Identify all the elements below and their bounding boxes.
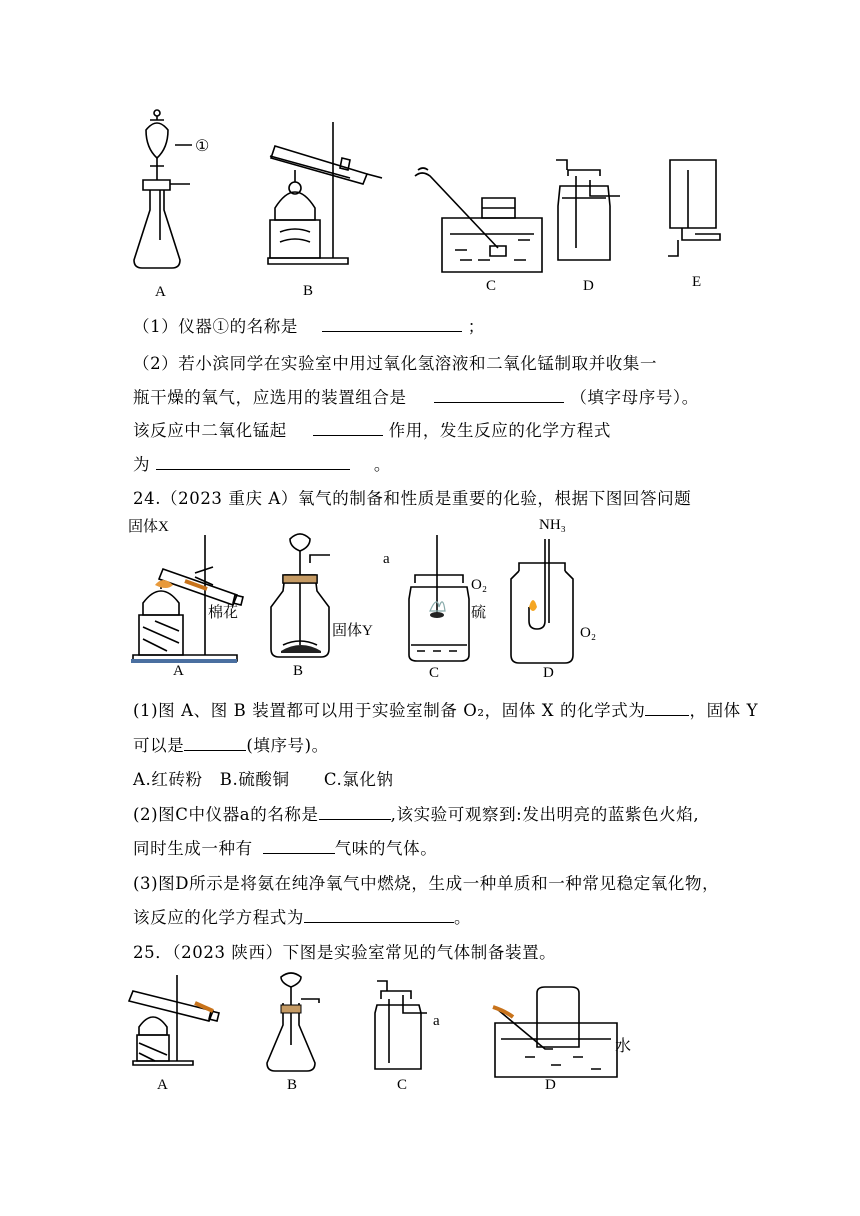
fig25-label-c: C <box>397 1077 408 1093</box>
q24-p2-line1 <box>133 801 699 825</box>
q2-blank-1[interactable] <box>434 388 564 403</box>
q24-p3a: (3)图D所示是将氨在纯净氧气中燃烧，生成一种单质和一种常见稳定氧化物， <box>133 874 720 893</box>
fig25-label-a: A <box>157 1077 168 1093</box>
q2-text-2a: 瓶干燥的氧气，应选用的装置组合是 <box>133 388 407 407</box>
q24-p1-line2 <box>133 732 329 756</box>
q24-p3c: 。 <box>454 908 472 927</box>
fig1-label-e: E <box>692 274 702 290</box>
figure-1 <box>120 100 740 300</box>
q2-blank-3[interactable] <box>156 455 350 470</box>
fig1-label-a: A <box>155 284 166 300</box>
q24-p2c: 同时生成一种有 <box>133 839 253 858</box>
q2-text-1: （2）若小滨同学在实验室中用过氧化氢溶液和二氧化锰制取并收集一 <box>133 354 658 373</box>
q24-p2b: ,该实验可观察到:发出明亮的蓝紫色火焰, <box>390 805 700 824</box>
q24-blank-1[interactable] <box>645 701 689 716</box>
q2-blank-2[interactable] <box>313 421 383 436</box>
fig24-label-c: C <box>429 665 440 681</box>
fig24-label-b: B <box>293 663 304 679</box>
q24-p1b: ，固体 Y <box>689 701 759 720</box>
fig25-label-d: D <box>545 1077 556 1093</box>
fig24-o2-d: O₂ <box>580 625 597 641</box>
q24-title <box>133 485 691 509</box>
q1-blank[interactable] <box>322 317 462 332</box>
q24-p3b: 该反应的化学方程式为 <box>133 908 304 927</box>
fig25-label-b: B <box>287 1077 298 1093</box>
q24-p3-line1 <box>133 870 719 894</box>
q24-title-text: 24.（2023 重庆 A）氧气的制备和性质是重要的化验，根据下图回答问题 <box>133 489 692 508</box>
q24-blank-5[interactable] <box>304 908 454 923</box>
q2-line-3 <box>133 417 611 441</box>
fig24-cotton: 棉花 <box>208 605 239 621</box>
fig24-sulfur: 硫 <box>471 605 487 621</box>
fig24-nh3: NH₃ <box>539 517 566 533</box>
fig24-solid-y: 固体Y <box>332 623 373 639</box>
q2-line-2 <box>133 384 699 408</box>
q24-options <box>133 766 394 790</box>
q24-options-text: A.红砖粉 B.硫酸铜 C.氯化钠 <box>133 770 394 789</box>
q1-end: ； <box>467 317 485 336</box>
q2-line-4 <box>133 451 391 475</box>
figure-25 <box>125 965 645 1100</box>
q2-text-3a: 该反应中二氧化锰起 <box>133 421 287 440</box>
q24-p2a: (2)图C中仪器a的名称是 <box>133 805 319 824</box>
fig24-o2-c: O₂ <box>471 577 488 593</box>
q24-p1-line1 <box>133 697 758 721</box>
fig24-label-a: A <box>173 663 184 679</box>
q2-text-3b: 作用，发生反应的化学方程式 <box>388 421 611 440</box>
q24-p3-line2 <box>133 904 471 928</box>
fig24-solid-x: 固体X <box>128 519 169 535</box>
q25-title-text: 25．（2023 陕西）下图是实验室常见的气体制备装置。 <box>133 943 557 962</box>
fig1-marker: ① <box>195 138 210 155</box>
fig1-label-d: D <box>583 278 594 294</box>
q24-p2-line2 <box>133 835 437 859</box>
fig25-water: 水 <box>615 1038 632 1055</box>
figure-24 <box>125 515 605 680</box>
figure-25-drawing <box>125 965 645 1100</box>
q1-text: （1）仪器①的名称是 <box>133 317 298 336</box>
fig24-a: a <box>383 551 390 567</box>
fig1-label-b: B <box>303 283 314 299</box>
q24-blank-3[interactable] <box>319 805 391 820</box>
q24-p1c: 可以是 <box>133 736 185 755</box>
q2-text-4b: 。 <box>373 455 391 474</box>
q24-p1d: (填序号)。 <box>246 736 329 755</box>
q25-title <box>133 939 556 963</box>
q24-p2d: 气味的气体。 <box>334 839 438 858</box>
fig1-label-c: C <box>486 278 497 294</box>
q2-line-1 <box>133 350 657 374</box>
q2-text-2b: （填字母序号）。 <box>570 388 699 407</box>
q24-blank-4[interactable] <box>263 839 335 854</box>
q2-text-4a: 为 <box>133 455 151 474</box>
figure-24-drawing <box>125 515 605 680</box>
fig24-label-d: D <box>543 665 554 681</box>
fig25-a-mark: a <box>433 1013 440 1029</box>
q24-blank-2[interactable] <box>184 736 246 751</box>
q24-p1a: (1)图 A、图 B 装置都可以用于实验室制备 O₂，固体 X 的化学式为 <box>133 701 646 720</box>
q1-line <box>133 313 485 337</box>
figure-1-drawing <box>120 100 740 300</box>
